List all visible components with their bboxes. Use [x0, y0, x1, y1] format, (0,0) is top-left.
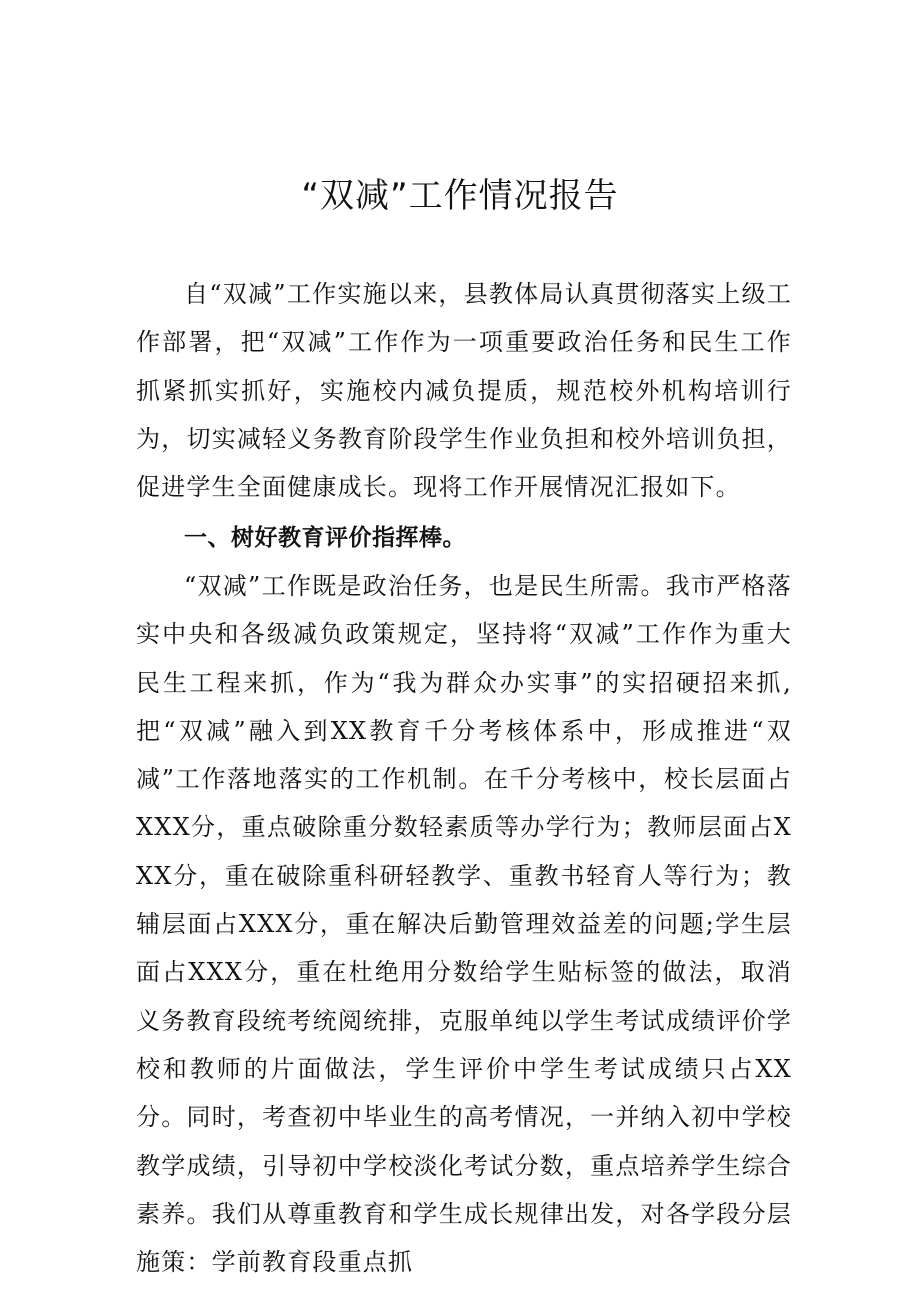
section-body-paragraph: “双减”工作既是政治任务，也是民生所需。我市严格落实中央和各级减负政策规定，坚持将“双减”工作作为重大民生工程来抓，作为“我为群众办实事”的实招硬招来抓,把“双减”融入到XX教育千分考核体系中，形成推进“双减”工作落地落实的工作机制。在千分考核中，校长层面占XXX分，重点破除重分数轻素质等办学行为；教师层面占XXX分，重在破除重科研轻教学、重教书轻育人等行为；教辅层面占XXX分，重在解决后勤管理效益差的问题;学生层面占XXX分，重在杜绝用分数给学生贴标签的做法，取消义务教育段统考统阅统排，克服单纯以学生考试成绩评价学校和教师的片面做法，学生评价中学生考试成绩只占XX分。同时，考查初中毕业生的高考情况，一并纳入初中学校教学成绩，引导初中学校淡化考试分数，重点培养学生综合素养。我们从尊重教育和学生成长规律出发，对各学段分层施策：学前教育段重点抓 [136, 572, 792, 1277]
document-title: “双减”工作情况报告 [301, 176, 619, 216]
intro-paragraph: 自“双减”工作实施以来，县教体局认真贯彻落实上级工作部署，把“双减”工作作为一项重要政治任务和民生工作抓紧抓实抓好，实施校内减负提质，规范校外机构培训行为，切实减轻义务教育阶段学生作业负担和校外培训负担，促进学生全面健康成长。现将工作开展情况汇报如下。 [136, 280, 792, 502]
section-heading: 一、树好教育评价指挥棒。 [184, 525, 466, 551]
